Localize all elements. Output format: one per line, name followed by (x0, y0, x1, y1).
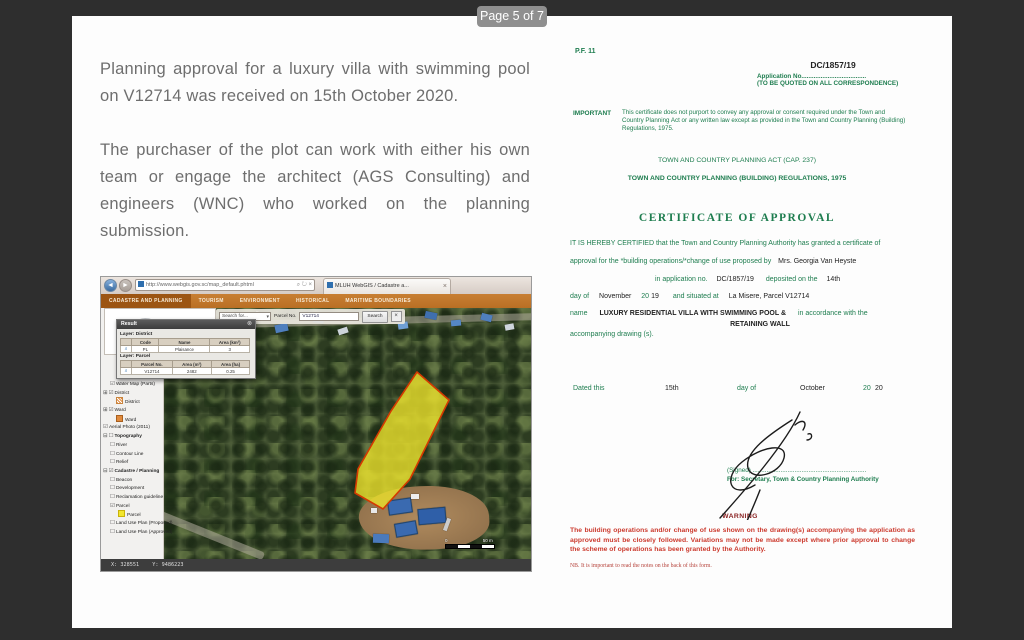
layer-group[interactable]: ⊟☑Cadastre / Planning (103, 467, 160, 474)
warning-text: The building operations and/or change of use shown on the drawing(s) accompanying the application as approved must be closely followed. Variations may not be made except where prior approval to change the scheme of operations has been granted by the Authority. (570, 527, 915, 554)
body-line-4: day of November 20 19 and situated at La Misere, Parcel V12714 (570, 293, 810, 300)
body-line-3: in application no. DC/1857/19 deposited on the 14th (655, 276, 841, 283)
paragraph-approval: Planning approval for a luxury villa with swimming pool on V12714 was received on 15th October 2020. (100, 60, 530, 105)
signed-label: (Signed) ................................................................. (727, 467, 867, 474)
dated-month: October (800, 385, 825, 392)
layer-group[interactable]: ⊟☐Topography (103, 433, 142, 440)
checkbox-icon: ☑ (108, 407, 114, 414)
nav-tab-maritime[interactable]: MARITIME BOUNDARIES (345, 298, 411, 304)
page-indicator: Page 5 of 7 (477, 6, 547, 27)
checkbox-icon: ☐ (108, 433, 114, 440)
dated-label: Dated this (573, 385, 605, 392)
expand-icon: ⊞ (103, 407, 108, 414)
expand-icon: ⊟ (103, 433, 108, 440)
nav-tab-historical[interactable]: HISTORICAL (295, 298, 330, 304)
gis-navbar (101, 294, 531, 308)
layer-item[interactable]: ☐Development (110, 485, 145, 492)
result-popup-header[interactable] (117, 320, 255, 329)
drawings-text: accompanying drawing (s). (570, 331, 654, 338)
zoom-to-icon[interactable]: ⌕ (121, 346, 132, 353)
tab-title: MLUH WebGIS / Cadastre a... (335, 283, 409, 289)
district-layer-heading: Layer: District (120, 332, 153, 337)
building (371, 508, 377, 513)
layer-item[interactable]: ☑Water Map (Parts) (110, 381, 155, 387)
site-location: La Misere, Parcel V12714 (728, 293, 810, 300)
body-line-1: IT IS HEREBY CERTIFIED that the Town and Country Planning Authority has granted a certificate of (570, 240, 881, 247)
checkbox-icon: ☐ (110, 493, 115, 500)
checkbox-icon: ☐ (110, 528, 115, 535)
checkbox-icon: ☐ (110, 520, 115, 526)
dated-day: 15th (665, 385, 679, 392)
quote-note: (TO BE QUOTED ON ALL CORRESPONDENCE) (757, 80, 899, 87)
dated-year: 20 (875, 385, 883, 392)
map-status-bar (101, 559, 531, 571)
checkbox-icon: ☐ (110, 450, 115, 457)
zoom-to-icon[interactable]: ⌕ (121, 368, 132, 375)
building (417, 507, 446, 525)
checkbox-icon: ☑ (108, 467, 114, 474)
district-result-row[interactable]: ⌕ PL Plaisance 3 (121, 346, 250, 353)
parcel-layer-heading: Layer: Parcel (120, 354, 151, 359)
layer-item[interactable]: ☐Land Use Plan (Proposed) (110, 520, 173, 526)
act-line: TOWN AND COUNTRY PLANNING ACT (CAP. 237) (657, 157, 816, 164)
layer-item[interactable]: ☐Contour Line (110, 450, 144, 457)
cursor-y-coordinate: Y: 9486223 (152, 562, 184, 568)
result-title: Result (121, 321, 137, 327)
map-scale-bar (445, 538, 495, 549)
checkbox-icon: ☑ (110, 381, 115, 387)
browser-back-button[interactable]: ◄ (104, 279, 117, 292)
checkbox-icon: ☐ (110, 485, 115, 492)
layer-item[interactable]: ☐Reclamation guideline (110, 493, 164, 500)
layer-item[interactable]: ☑Aerial Photo (2011) (103, 424, 150, 431)
layer-item[interactable]: ⊞☑District (103, 389, 130, 396)
popup-close-icon[interactable]: ⊗ (246, 321, 252, 327)
browser-forward-button[interactable]: ► (119, 279, 132, 292)
building (274, 323, 288, 334)
result-popup-body (117, 329, 255, 378)
search-button[interactable]: Search (362, 311, 387, 323)
parcel-no-input[interactable]: V12714 (299, 312, 359, 321)
scale-max-label: 50 m (482, 538, 493, 543)
form-number: P.F. 11 (575, 48, 596, 55)
cursor-x-coordinate: X: 328551 (111, 562, 140, 568)
layer-item[interactable]: ☑Parcel (110, 502, 130, 509)
paragraph-purchaser: The purchaser of the plot can work with either his own team or engage the architect (AGS Consulting) and engineers (WNC) who worked on the planning submission. (100, 141, 530, 240)
application-number-block (757, 60, 909, 87)
deposit-day: 14th (826, 276, 841, 283)
stop-icon: × (308, 282, 312, 288)
important-text: This certificate does not purport to convey any approval or consent required under the Town and Country Planning Act or any written law except as provided in the Town and Country Planning (Building) Regulations, 1975. (622, 109, 906, 132)
checkbox-icon: ☐ (110, 459, 115, 466)
browser-address-bar[interactable] (135, 279, 315, 291)
parcel-result-table: Parcel No. Area (m²) Area (ha) ⌕ V12714 2482 0.25 (120, 360, 250, 375)
building (373, 534, 389, 544)
tab-favicon (327, 282, 333, 288)
site-favicon (138, 281, 144, 287)
gis-content (101, 308, 531, 559)
signed-for: For: Secretary, Town & Country Planning Authority (727, 476, 879, 483)
layer-legend: Ward (103, 415, 163, 424)
scale-min-label: 0 (445, 538, 448, 543)
parcel-legend-swatch (118, 510, 125, 517)
address-url: http://www.webgis.gov.sc/map_default.phtml (146, 282, 254, 288)
parcel-result-row[interactable]: ⌕ V12714 2482 0.25 (121, 368, 250, 375)
important-label: IMPORTANT (573, 110, 612, 117)
checkbox-icon: ☐ (110, 441, 115, 448)
scale-segments (445, 544, 495, 549)
gis-screenshot-window (100, 276, 532, 572)
district-result-table: Code Name Area (km²) ⌕ PL Plaisance 3 (120, 338, 250, 353)
body-line-2: approval for the *building operations/*change of use proposed by Mrs. Georgia Van Heyste (570, 258, 857, 265)
checkbox-icon: ☑ (110, 502, 115, 509)
clear-search-icon[interactable]: × (391, 311, 402, 322)
slide-text-block (100, 56, 530, 245)
chevron-down-icon: ▾ (266, 314, 269, 320)
browser-tab[interactable] (323, 278, 451, 294)
dated-dayof: day of (737, 385, 757, 392)
district-legend-swatch (116, 397, 123, 404)
nb-note: NB. It is important to read the notes on the back of this form. (570, 563, 712, 569)
expand-icon: ⊟ (103, 467, 108, 474)
nav-tab-cadastre[interactable]: CADASTRE AND PLANNING (101, 294, 191, 308)
checkbox-icon: ☐ (110, 476, 115, 483)
checkbox-icon: ☑ (103, 424, 108, 431)
deposit-month: November (599, 293, 632, 300)
layer-item[interactable]: ☐Land Use Plan (Approved) (110, 528, 173, 535)
signature-scribble (700, 390, 830, 520)
building (451, 320, 461, 327)
layer-item[interactable]: ⊞☑Ward (103, 407, 126, 414)
regulations-line: TOWN AND COUNTRY PLANNING (BUILDING) REGULATIONS, 1975 (627, 175, 847, 182)
reference-number: DC/1857/19 (810, 60, 856, 70)
search-category-select[interactable]: Search for... ▾ (219, 312, 271, 321)
nav-tab-tourism[interactable]: TOURISM (198, 298, 224, 304)
building (411, 494, 419, 499)
tab-close-icon[interactable]: × (442, 283, 447, 290)
building (337, 327, 348, 336)
project-name-line2: RETAINING WALL (730, 321, 790, 328)
building (505, 323, 515, 330)
body-line-5: name LUXURY RESIDENTIAL VILLA WITH SWIMMING POOL & in accordance with the (570, 310, 868, 317)
browser-chrome (101, 277, 531, 294)
deposit-year: 19 (651, 293, 659, 300)
result-popup (116, 319, 256, 379)
layer-tree (103, 380, 173, 536)
layer-legend: Parcel (103, 510, 163, 519)
application-no-label: Application No..................................... (757, 73, 867, 80)
slide-page (72, 16, 952, 628)
address-bar-icons[interactable] (297, 280, 312, 291)
dated-century: 20 (863, 385, 871, 392)
nav-tab-environment[interactable]: ENVIRONMENT (239, 298, 280, 304)
layer-item[interactable]: ☐River (110, 441, 128, 448)
application-ref: DC/1857/19 (716, 276, 754, 283)
parcel-no-label: Parcel No. (274, 314, 297, 319)
layer-item[interactable]: ☐Relief (110, 459, 129, 466)
layer-legend: District (103, 397, 163, 406)
search-icon: ⌕ (296, 282, 301, 288)
checkbox-icon: ☑ (108, 389, 114, 396)
ward-legend-swatch (116, 415, 123, 422)
certificate-title: CERTIFICATE OF APPROVAL (638, 212, 836, 224)
layer-item[interactable]: ☐Beacon (110, 476, 133, 483)
refresh-icon: ↻ (301, 282, 307, 288)
certificate-scan (560, 30, 952, 620)
warning-title: WARNING (722, 513, 758, 520)
expand-icon: ⊞ (103, 389, 108, 396)
project-name-line1: LUXURY RESIDENTIAL VILLA WITH SWIMMING POOL & (599, 310, 787, 317)
applicant-name: Mrs. Georgia Van Heyste (778, 258, 857, 265)
